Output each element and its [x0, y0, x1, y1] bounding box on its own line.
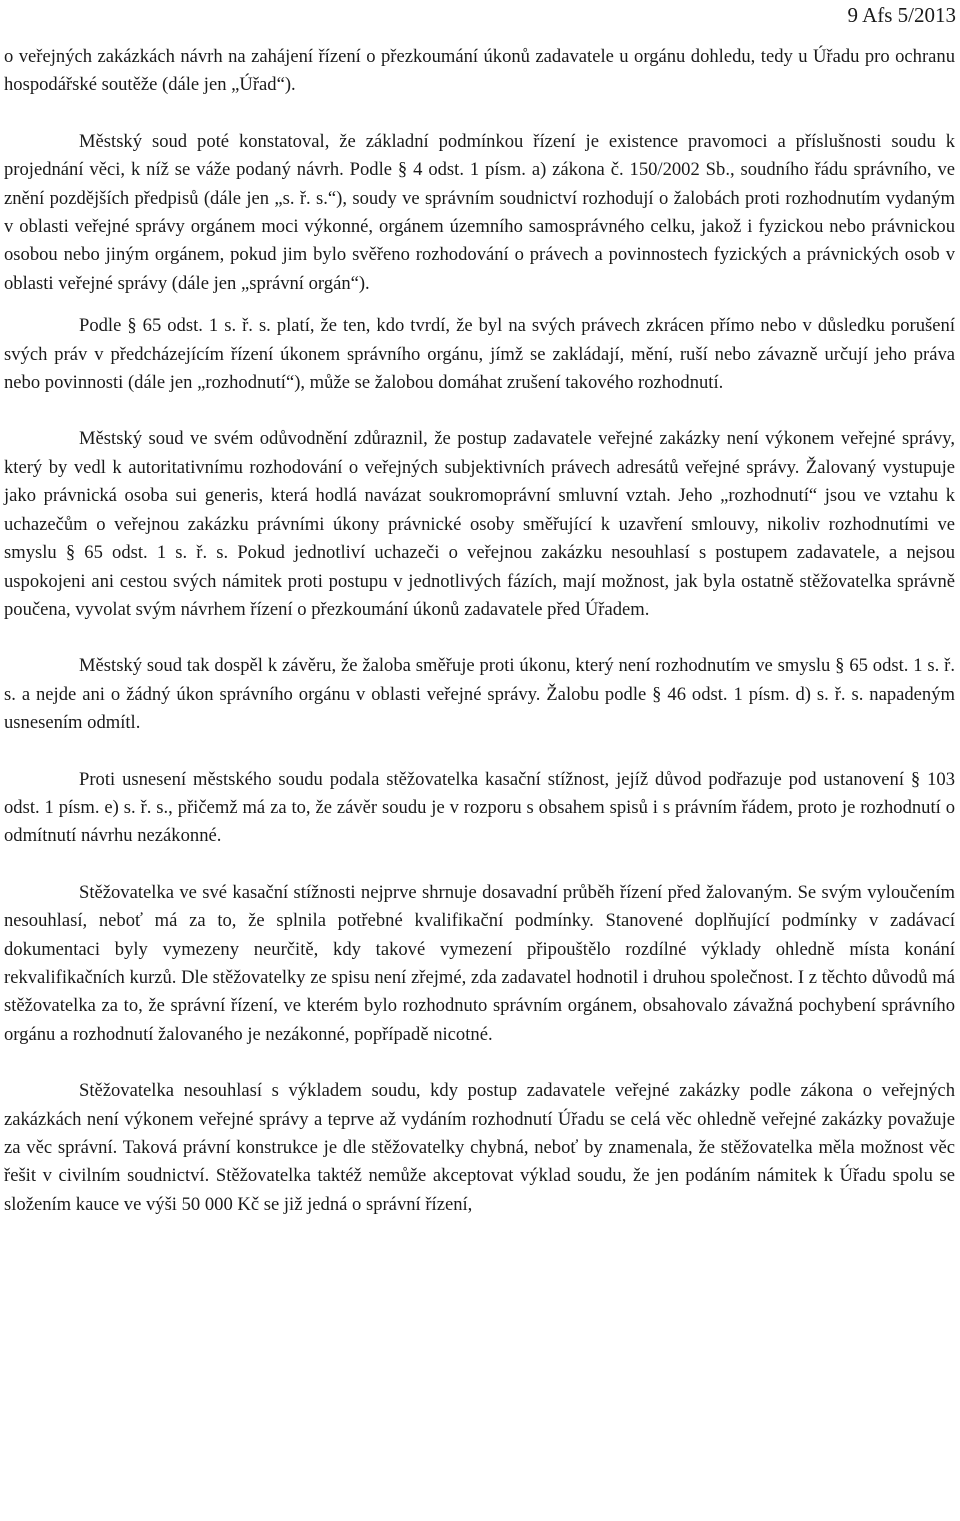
paragraph-3: Podle § 65 odst. 1 s. ř. s. platí, že ten, kdo tvrdí, že byl na svých právech zkrácen přímo nebo v důsledku porušení svých práv v předcházejícím řízení úkonem správního orgánu, jímž se zakládají, mění, ruší nebo závazně určují jeho práva nebo povinnosti (dále jen „rozhodnutí“), může se žalobou domáhat zrušení takového rozhodnutí. — [4, 315, 955, 394]
doc-number: 9 Afs 5/2013 — [847, 3, 956, 27]
paragraph-1: o veřejných zakázkách návrh na zahájení řízení o přezkoumání úkonů zadavatele u orgánu dohledu, tedy u Úřadu pro ochranu hospodářské soutěže (dále jen „Úřad“). — [4, 46, 955, 96]
paragraph-6: Proti usnesení městského soudu podala stěžovatelka kasační stížnost, jejíž důvod podřazuje pod ustanovení § 103 odst. 1 písm. e) s. ř. s., přičemž má za to, že závěr soudu je v rozporu s obsahem spisů i s právním řádem, proto je rozhodnutí o odmítnutí návrhu nezákonné. — [4, 768, 955, 847]
paragraph-8: Stěžovatelka nesouhlasí s výkladem soudu, kdy postup zadavatele veřejné zakázky podle zákona o veřejných zakázkách není výkonem veřejné správy a teprve až vydáním rozhodnutí Úřadu se celá věc ohledně veřejné zakázky považuje za věc správní. Taková právní konstrukce je dle stěžovatelky chybná, neboť by znamenala, že stěžovatelka měla možnost věc řešit v civilním soudnictví. Stěžovatelka taktéž nemůže akceptovat výklad soudu, že jen podáním námitek k Úřadu spolu se složením kauce ve výši 50 000 Kč se již jedná o správní řízení, — [4, 1080, 955, 1215]
paragraph-4: Městský soud ve svém odůvodnění zdůraznil, že postup zadavatele veřejné zakázky není výkonem veřejné správy, který by vedl k autoritativnímu rozhodování o veřejných subjektivních právech adresátů veřejné správy. Žalovaný vystupuje jako právnická osoba sui generis, která hodlá navázat soukromoprávní smluvní vztah. Jeho „rozhodnutí“ jsou ve vztahu k uchazečům o veřejnou zakázku právními úkony právnické osoby směřující k uzavření smlouvy, nikoliv rozhodnutími ve smyslu § 65 odst. 1 s. ř. s. Pokud jednotliví uchazeči o veřejnou zakázku nesouhlasí s postupem zadavatele, a nejsou uspokojeni ani cestou svých námitek proti postupu v jednotlivých fázích, mají možnost, jak byla ostatně stěžovatelka správně poučena, vyvolat svým návrhem řízení o přezkoumání úkonů zadavatele před Úřadem. — [4, 428, 955, 620]
paragraph-7: Stěžovatelka ve své kasační stížnosti nejprve shrnuje dosavadní průběh řízení před žalovaným. Se svým vyloučením nesouhlasí, neboť má za to, že splnila potřebné kvalifikační podmínky. Stanovené doplňující podmínky v zadávací dokumentaci byly vymezeny neurčitě, kdy takové vymezení připouštělo rozdílné výklady ohledně místa konání rekvalifikačních kurzů. Dle stěžovatelky ze spisu není zřejmé, zda zadavatel hodnotil i druhou společnost. I z těchto důvodů má stěžovatelka za to, že správní řízení, ve kterém bylo rozhodnuto správním orgánem, obsahovalo závažná pochybení správního orgánu a rozhodnutí žalovaného je nezákonné, popřípadě nicotné. — [4, 881, 955, 1045]
paragraph-2: Městský soud poté konstatoval, že základní podmínkou řízení je existence pravomoci a příslušnosti soudu k projednání věci, k níž se váže podaný návrh. Podle § 4 odst. 1 písm. a) zákona č. 150/2002 Sb., soudního řádu správního, ve znění pozdějších předpisů (dále jen „s. ř. s.“), soudy ve správním soudnictví rozhodují o žalobách proti rozhodnutím vydaným v oblasti veřejné správy orgánem moci výkonné, orgánem územního samosprávného celku, jakož i fyzickou nebo právnickou osobou nebo jiným orgánem, pokud jim bylo svěřeno rozhodování o právech a povinnostech fyzických a právnických osob v oblasti veřejné správy (dále jen „správní orgán“). — [4, 130, 955, 294]
paragraph-5: Městský soud tak dospěl k závěru, že žaloba směřuje proti úkonu, který není rozhodnutím ve smyslu § 65 odst. 1 s. ř. s. a nejde ani o žádný úkon správního orgánu v oblasti veřejné správy. Žalobu podle § 46 odst. 1 písm. d) s. ř. s. napadeným usnesením odmítl. — [4, 655, 955, 734]
document-body — [4, 43, 955, 1219]
